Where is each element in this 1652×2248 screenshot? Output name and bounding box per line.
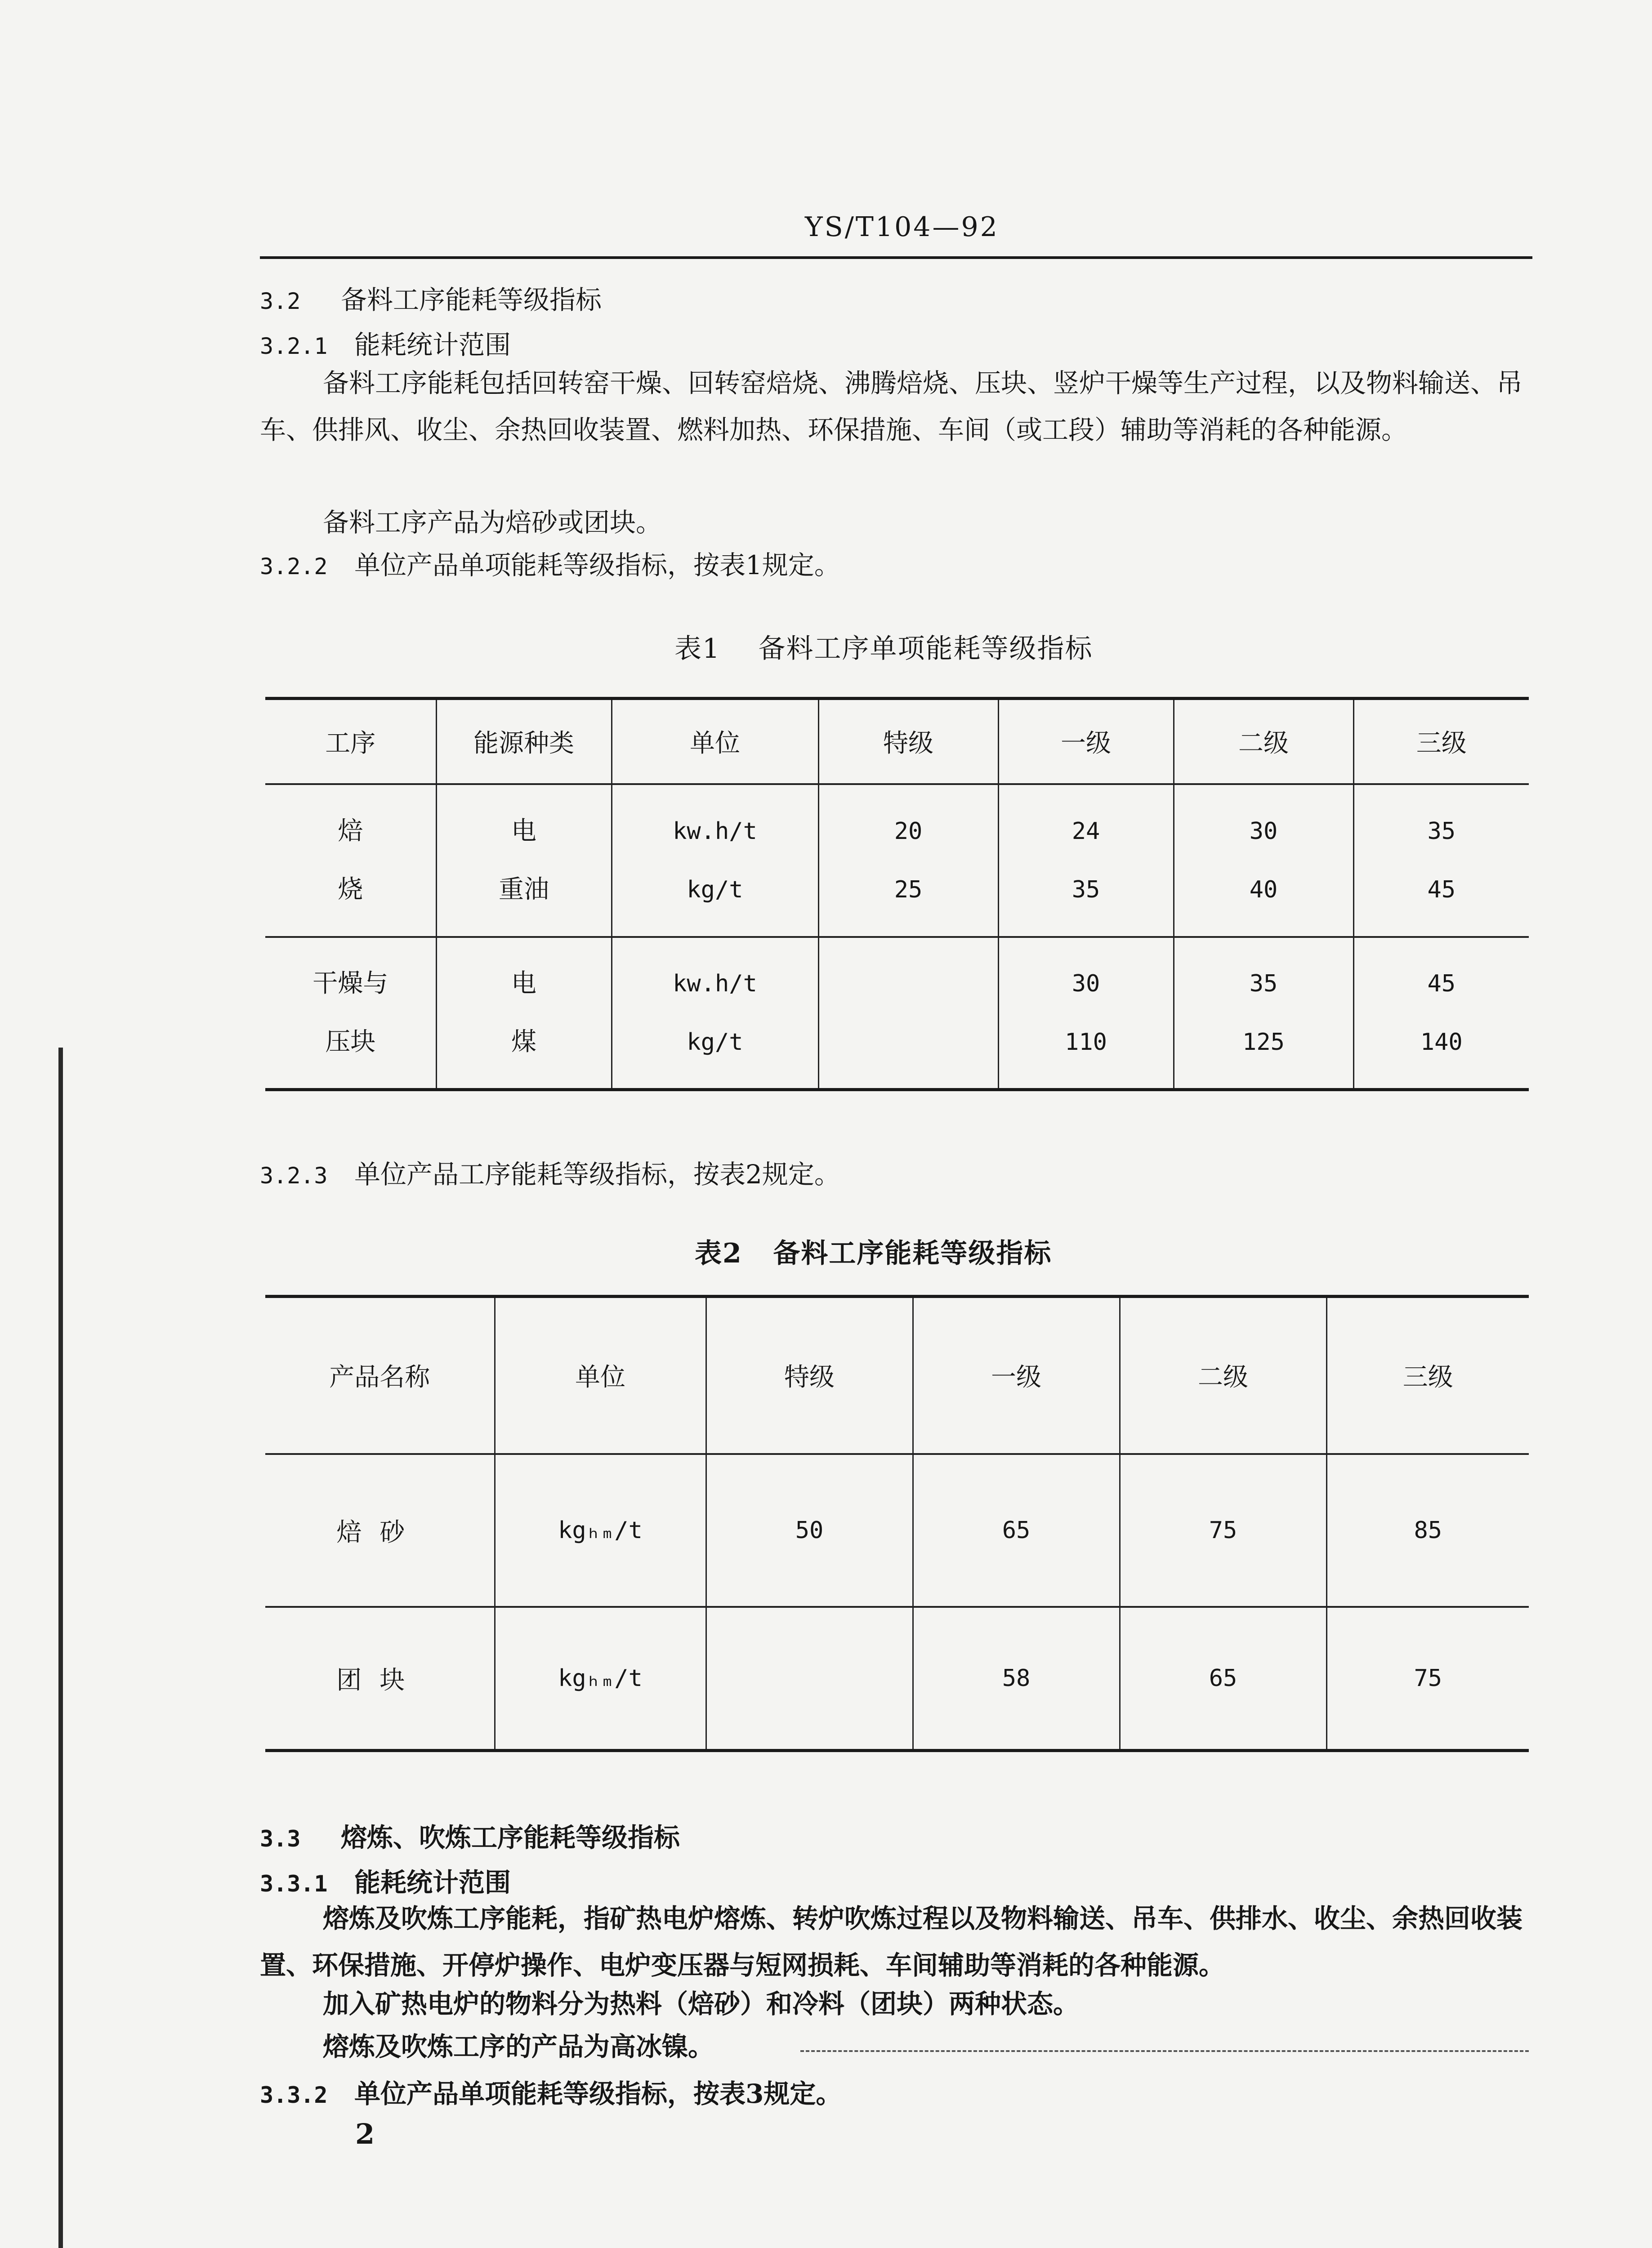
table-cell-process — [265, 784, 436, 937]
cell-value: 35 — [1072, 876, 1100, 903]
paragraph-smelting-scope: 熔炼及吹炼工序能耗，指矿热电炉熔炼、转炉吹炼过程以及物料输送、吊车、供排水、收尘、余热回收装置、环保措施、开停炉操作、电炉变压器与短网损耗、车间辅助等消耗的各种能源。 — [260, 1903, 1523, 1980]
cell-value: 煤 — [511, 1027, 536, 1057]
table2-header-special-grade: 特级 — [706, 1297, 913, 1454]
table2-header-grade-3: 三级 — [1326, 1297, 1529, 1454]
section-3-2-2-heading — [260, 544, 840, 582]
paragraph-prep-scope: 备料工序能耗包括回转窑干燥、回转窑焙烧、沸腾焙烧、压块、竖炉干燥等生产过程，以及物料输送、吊车、供排风、收尘、余热回收装置、燃料加热、环保措施、车间（或工段）辅助等消耗的各种能源。 — [260, 368, 1523, 445]
cell-value: 24 — [1072, 817, 1100, 845]
table1-header-process: 工序 — [265, 699, 436, 784]
section-number: 3.3.2 — [260, 2082, 328, 2108]
table-row — [265, 937, 1529, 1090]
table2-caption-title: 备料工序能耗等级指标 — [773, 1238, 1052, 1269]
table-cell-grade-2 — [1174, 784, 1353, 937]
cell-value: kw.h/t — [673, 970, 757, 997]
cell-value: kw.h/t — [673, 817, 757, 845]
table1 — [265, 697, 1529, 1091]
table-cell-special — [818, 937, 998, 1090]
section-title: 单位产品单项能耗等级指标，按表1规定。 — [354, 550, 840, 580]
cell-value: kg/t — [687, 1028, 743, 1056]
table2-caption-label: 表2 — [695, 1238, 742, 1269]
cell-value: 125 — [1242, 1028, 1285, 1056]
cell-value: 干燥与 — [313, 968, 388, 998]
table2-header-product: 产品名称 — [265, 1297, 495, 1454]
section-3-2-3-heading — [260, 1153, 840, 1191]
cell-value: 110 — [1065, 1028, 1107, 1056]
table-cell-special: 50 — [706, 1454, 913, 1607]
table1-header-energy-type: 能源种类 — [436, 699, 612, 784]
paragraph-smelting-product: 熔炼及吹炼工序的产品为高冰镍。 — [323, 2031, 714, 2062]
section-title: 能耗统计范围 — [354, 330, 511, 360]
cell-value: 25 — [894, 876, 923, 903]
table1-caption-label: 表1 — [674, 633, 721, 665]
table1-header-grade-3: 三级 — [1353, 699, 1529, 784]
table1-header-grade-1: 一级 — [998, 699, 1174, 784]
cell-value: 30 — [1249, 817, 1278, 845]
table-cell-unit — [612, 784, 818, 937]
table-row — [265, 1454, 1529, 1607]
table-cell-grade-3: 75 — [1326, 1607, 1529, 1751]
table1-header-grade-2: 二级 — [1174, 699, 1353, 784]
section-number: 3.2.3 — [260, 1163, 328, 1189]
cell-value: 电 — [511, 816, 536, 846]
table1-header-unit: 单位 — [612, 699, 818, 784]
table1-caption-title: 备料工序单项能耗等级指标 — [758, 633, 1093, 665]
table-cell-product: 焙砂 — [265, 1454, 495, 1607]
cell-value: 重油 — [499, 874, 549, 904]
page-number: 2 — [355, 2118, 375, 2150]
table-cell-grade-3 — [1353, 937, 1529, 1090]
cell-value: 30 — [1072, 970, 1100, 997]
cell-value: 35 — [1427, 817, 1456, 845]
section-title: 单位产品单项能耗等级指标，按表3规定。 — [354, 2079, 842, 2109]
section-3-2-heading — [260, 279, 602, 317]
section-number: 3.3 — [260, 1826, 301, 1852]
cell-value: kg/t — [687, 876, 743, 903]
table-cell-grade-1: 65 — [913, 1454, 1120, 1607]
section-title: 单位产品工序能耗等级指标，按表2规定。 — [354, 1159, 840, 1190]
cell-value: 45 — [1427, 970, 1456, 997]
table-cell-unit: kgₕₘ/t — [495, 1454, 706, 1607]
section-number: 3.3.1 — [260, 1871, 328, 1897]
table-cell-grade-3 — [1353, 784, 1529, 937]
paragraph-prep-product: 备料工序产品为焙砂或团块。 — [323, 507, 662, 538]
table2-header-grade-1: 一级 — [913, 1297, 1120, 1454]
table-cell-grade-1 — [998, 784, 1174, 937]
section-number: 3.2.1 — [260, 333, 328, 359]
table-cell-energy — [436, 937, 612, 1090]
section-3-2-1-heading — [260, 324, 511, 361]
table1-caption — [674, 627, 1093, 666]
cell-value: 45 — [1427, 876, 1456, 903]
table-cell-grade-2 — [1174, 937, 1353, 1090]
table1-header-special-grade: 特级 — [818, 699, 998, 784]
table-row — [265, 1607, 1529, 1751]
cell-value: 电 — [511, 968, 536, 998]
section-3-3-1-heading — [260, 1861, 511, 1899]
table-cell-grade-2: 65 — [1120, 1607, 1326, 1751]
table-cell-special — [818, 784, 998, 937]
section-3-3-heading — [260, 1816, 680, 1854]
header-rule — [260, 256, 1532, 259]
section-number: 3.2.2 — [260, 553, 328, 580]
table-row — [265, 784, 1529, 937]
table-cell-grade-1 — [998, 937, 1174, 1090]
table-cell-grade-2: 75 — [1120, 1454, 1326, 1607]
table2-header-unit: 单位 — [495, 1297, 706, 1454]
cell-value: 压块 — [325, 1027, 376, 1057]
table2-caption — [695, 1232, 1052, 1271]
cell-value: 烧 — [338, 874, 363, 904]
section-number: 3.2 — [260, 288, 301, 314]
table-cell-product: 团块 — [265, 1607, 495, 1751]
scan-dashed-rule — [800, 2050, 1529, 2052]
table-cell-special — [706, 1607, 913, 1751]
section-title: 能耗统计范围 — [354, 1867, 511, 1898]
scan-margin-bar — [58, 1048, 63, 2248]
paragraph-smelting-feed: 加入矿热电炉的物料分为热料（焙砂）和冷料（团块）两种状态。 — [323, 1989, 1080, 2019]
cell-value: 35 — [1249, 970, 1278, 997]
cell-value: 焙 — [338, 816, 363, 846]
table-cell-unit — [612, 937, 818, 1090]
cell-value: 140 — [1420, 1028, 1463, 1056]
section-title: 备料工序能耗等级指标 — [341, 285, 602, 315]
cell-value: 40 — [1249, 876, 1278, 903]
table2 — [265, 1295, 1529, 1752]
table-cell-energy — [436, 784, 612, 937]
table-cell-process — [265, 937, 436, 1090]
table-cell-grade-3: 85 — [1326, 1454, 1529, 1607]
cell-value: 20 — [894, 817, 923, 845]
section-3-3-2-heading — [260, 2073, 842, 2110]
table2-header-grade-2: 二级 — [1120, 1297, 1326, 1454]
table-cell-grade-1: 58 — [913, 1607, 1120, 1751]
standard-code-header: YS/T104—92 — [805, 211, 999, 243]
section-title: 熔炼、吹炼工序能耗等级指标 — [341, 1822, 680, 1853]
table-cell-unit: kgₕₘ/t — [495, 1607, 706, 1751]
